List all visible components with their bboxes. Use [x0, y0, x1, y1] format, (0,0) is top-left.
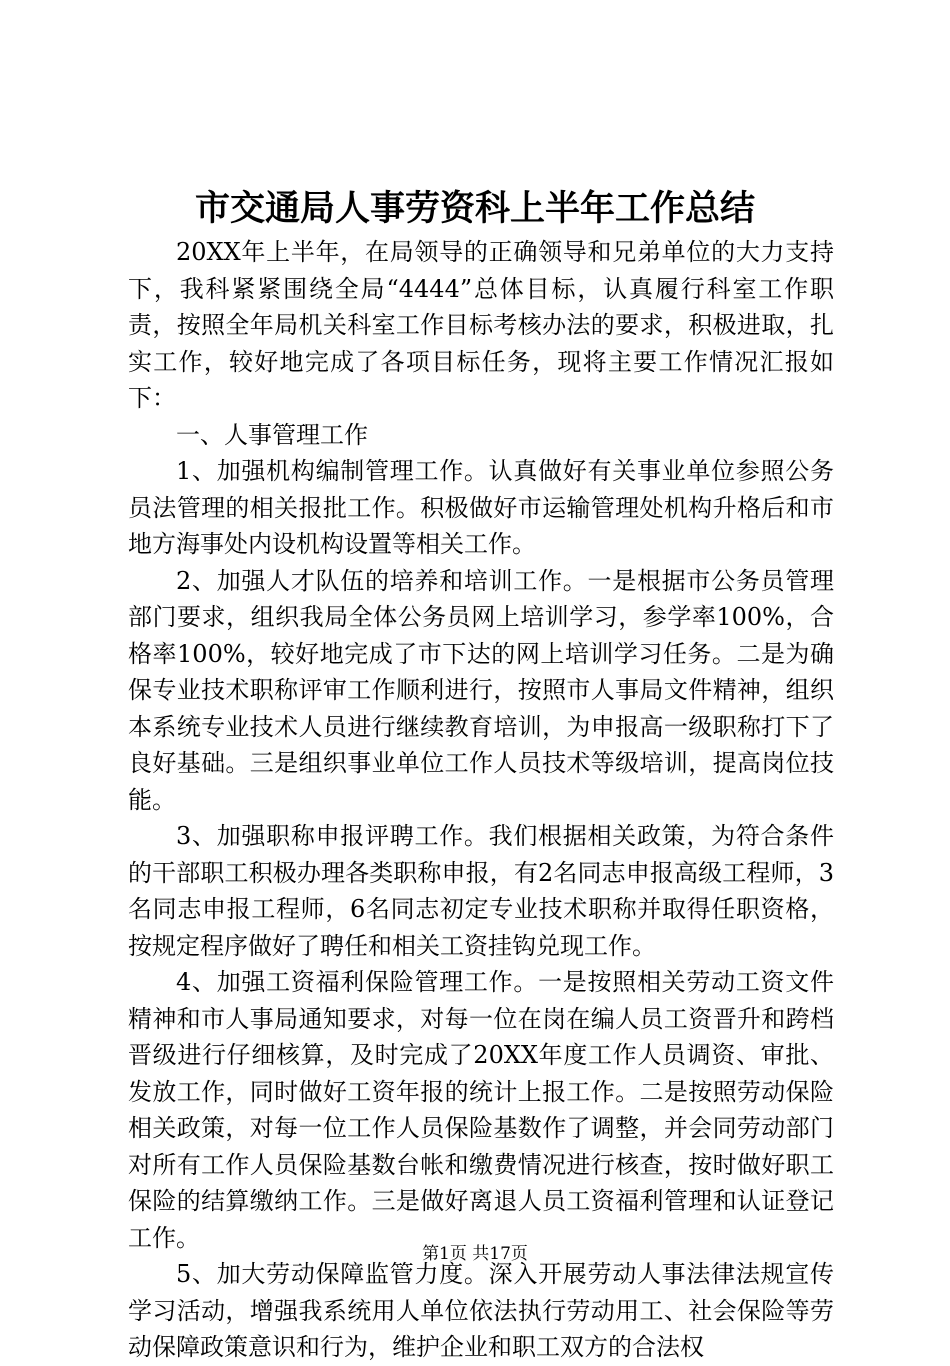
paragraph-item-1: 1、加强机构编制管理工作。认真做好有关事业单位参照公务员法管理的相关报批工作。积极做好市运输管理处机构升格后和市地方海事处内设机构设置等相关工作。: [128, 457, 834, 558]
paragraph-item-5: 5、加大劳动保障监管力度。深入开展劳动人事法律法规宣传学习活动，增强我系统用人单位依法执行劳动用工、社会保险等劳动保障政策意识和行为，维护企业和职工双方的合法权: [128, 1260, 834, 1361]
page-number-footer: 第1页 共17页: [422, 1244, 528, 1264]
paragraph-item-2: 2、加强人才队伍的培养和培训工作。一是根据市公务员管理部门要求，组织我局全体公务员网上培训学习，参学率100%，合格率100%，较好地完成了市下达的网上培训学习任务。二是为确保专业技术职称评审工作顺利进行，按照市人事局文件精神，组织本系统专业技术人员进行继续教育培训，为申报高一级职称打下了良好基础。三是组织事业单位工作人员技术等级培训，提高岗位技能。: [128, 566, 834, 814]
paragraph-item-3: 3、加强职称申报评聘工作。我们根据相关政策，为符合条件的干部职工积极办理各类职称申报，有2名同志申报高级工程师，3名同志申报工程师，6名同志初定专业技术职称并取得任职资格，按规定程序做好了聘任和相关工资挂钩兑现工作。: [128, 822, 834, 960]
document-title: 市交通局人事劳资科上半年工作总结: [194, 188, 755, 229]
paragraph-item-4: 4、加强工资福利保险管理工作。一是按照相关劳动工资文件精神和市人事局通知要求，对每一位在岗在编人员工资晋升和跨档晋级进行仔细核算，及时完成了20XX年度工作人员调资、审批、发放工作，同时做好工资年报的统计上报工作。二是按照劳动保险相关政策，对每一位工作人员保险基数作了调整，并会同劳动部门对所有工作人员保险基数台帐和缴费情况进行核查，按时做好职工保险的结算缴纳工作。三是做好离退人员工资福利管理和认证登记工作。: [128, 968, 834, 1252]
section-heading-personnel: 一、人事管理工作: [176, 420, 368, 449]
document-body: [128, 234, 834, 1366]
paragraph-intro: 20XX年上半年，在局领导的正确领导和兄弟单位的大力支持下，我科紧紧围绕全局“4444”总体目标，认真履行科室工作职责，按照全年局机关科室工作目标考核办法的要求，积极进取，扎实工作，较好地完成了各项目标任务，现将主要工作情况汇报如下：: [128, 238, 834, 412]
